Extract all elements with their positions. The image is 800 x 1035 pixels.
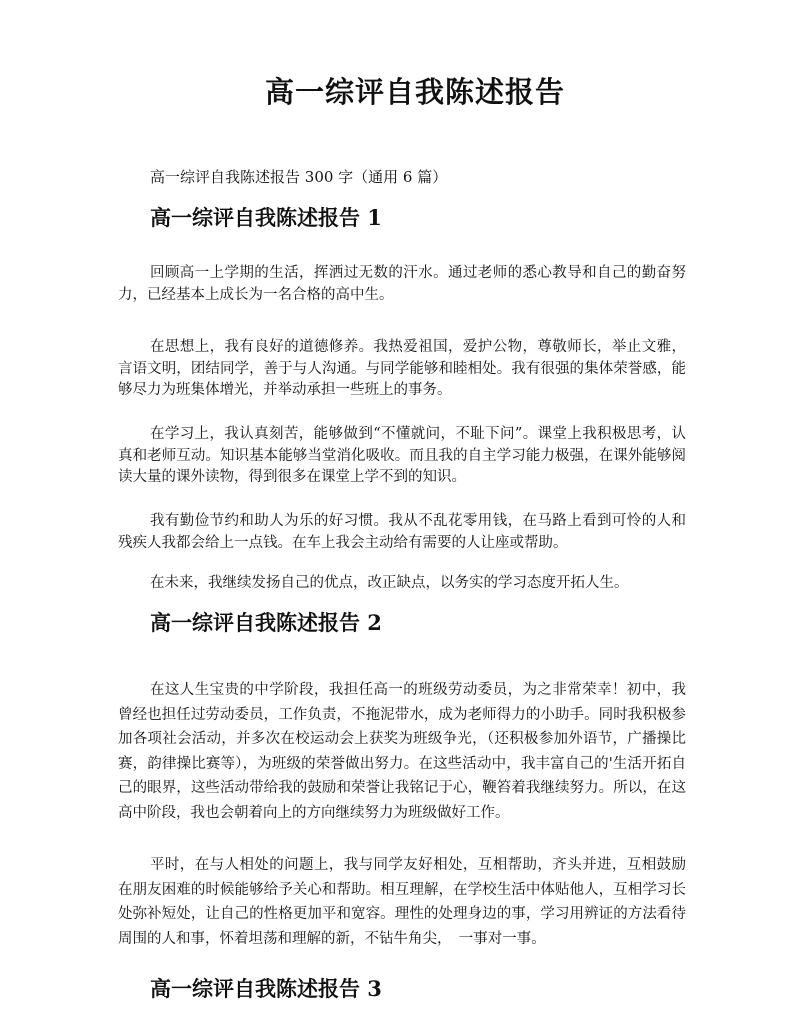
section-1-paragraph-5: 在未来，我继续发扬自己的优点，改正缺点，以务实的学习态度开拓人生。 [150, 575, 629, 591]
section-1-paragraph-2: 在思想上，我有良好的道德修养。我热爱祖国，爱护公物，尊敬师长，举止文雅，言语文明，团结同学，善于与人沟通。与同学能够和睦相处。我有很强的集体荣誉感，能够尽力为班集体增光，并举动承担一些班上的事务。 [118, 339, 686, 398]
section-1-paragraph-4: 我有勤俭节约和助人为乐的好习惯。我从不乱花零用钱，在马路上看到可怜的人和残疾人我都会给上一点钱。在车上我会主动给有需要的人让座或帮助。 [118, 513, 686, 551]
section-heading-1: 高一综评自我陈述报告 1 [150, 205, 382, 230]
section-heading-3: 高一综评自我陈述报告 3 [150, 976, 382, 1001]
document-subtitle: 高一综评自我陈述报告 300 字（通用 6 篇） [150, 168, 448, 186]
section-1-paragraph-1: 回顾高一上学期的生活，挥洒过无数的汗水。通过老师的悉心教导和自己的勤奋努力，已经基本上成长为一名合格的高中生。 [118, 265, 686, 303]
document-title: 高一综评自我陈述报告 [264, 75, 565, 109]
section-1-paragraph-3: 在学习上，我认真刻苦，能够做到“不懂就问，不耻下问”。课堂上我积极思考，认真和老师互动。知识基本能够当堂消化吸收。而且我的自主学习能力极强，在课外能够阅读大量的课外读物，得到很多在课堂上学不到的知识。 [118, 426, 686, 485]
section-2-paragraph-2: 平时，在与人相处的问题上，我与同学友好相处，互相帮助，齐头并进，互相鼓励在朋友困难的时候能够给予关心和帮助。相互理解，在学校生活中体贴他人，互相学习长处弥补短处，让自己的性格更加平和宽容。理性的处理身边的事，学习用辨证的方法看待周围的人和事，怀着坦荡和理解的新，不钻牛角尖， 一事对一事。 [118, 857, 686, 947]
section-2-paragraph-1: 在这人生宝贵的中学阶段，我担任高一的班级劳动委员，为之非常荣幸！初中，我曾经也担任过劳动委员，工作负责，不拖泥带水，成为老师得力的小助手。同时我积极参加各项社会活动，并多次在校运动会上获奖为班级争光，（还积极参加外语节，广播操比赛，韵律操比赛等），为班级的荣誉做出努力。在这些活动中，我丰富自己的'生活开拓自己的眼界，这些活动带给我的鼓励和荣誉让我铭记于心，鞭笞着我继续努力。所以，在这高中阶段，我也会朝着向上的方向继续努力为班级做好工作。 [118, 682, 686, 821]
section-heading-2: 高一综评自我陈述报告 2 [150, 610, 382, 635]
